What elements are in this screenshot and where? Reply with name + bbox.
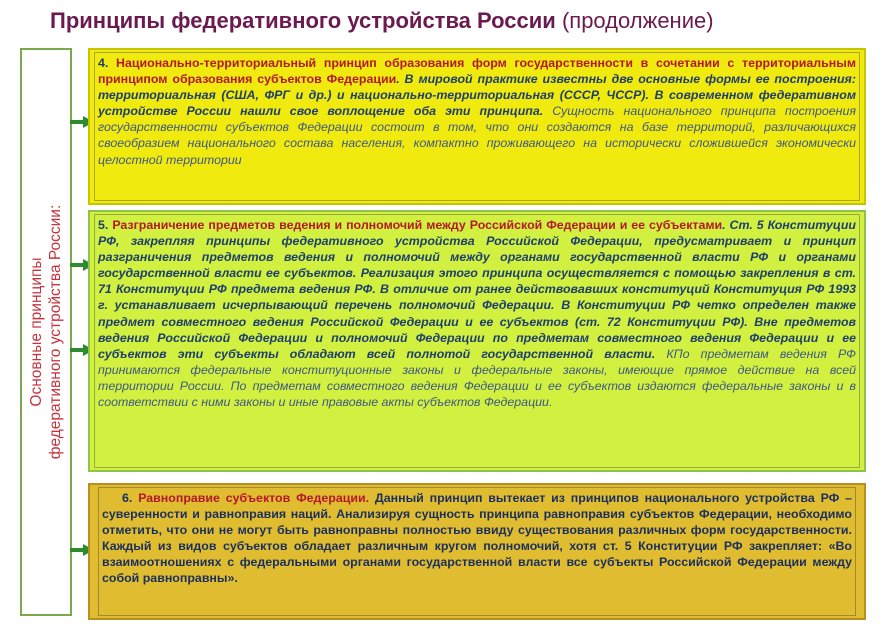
principle-4-text: Сущность национального принципа построения государственности субъектов Федерации состоит в том, что они создаются на базе территорий, различающихся своеобразием национального состава населения, компактно проживающего на исторически сложившейся экономически целостной территории bbox=[98, 104, 856, 167]
principle-5-box bbox=[88, 210, 866, 472]
principle-5-text: КПо предметам ведения РФ принимаются федеральные конституционные законы и федеральные законы, имеющие прямое действие на всей территории России. По предметам совместного ведения Федерации и ее субъектов издаются федеральные законы и в соответствии с ними законы и иные правовые акты субъектов Федерации. bbox=[98, 346, 856, 410]
principle-5-number: 5. bbox=[98, 218, 109, 232]
side-label-line1: Основные принципы bbox=[28, 257, 45, 407]
principle-6-bold-text: Данный принцип вытекает из принципов национального устройства РФ – суверенности и равноправия наций. Анализируя сущность принципа равноправия субъектов Федерации, необходимо отметить, что они не могут быть равноправны полностью ввиду существования различных форм государственности. Каждый из видов субъектов обладает различным кругом полномочий, хотя ст. 5 Конституции РФ закрепляет: «Во взаимоотношениях с федеральными органами государственной власти все субъекты Российской Федерации между собой равноправны». bbox=[102, 491, 852, 586]
principle-4-heading: Национально-территориальный принцип образования форм государственности в сочетании с территориальным принципом образования субъектов Федерации bbox=[98, 56, 856, 87]
title-sub: (продолжение) bbox=[561, 8, 714, 33]
principle-5-bold-text: . Ст. 5 Конституции РФ, закрепляя принципы федеративного устройства Российской Федерации, предусматривает и принцип разграничения предметов ведения и полномочий между органами государственной власти РФ и органами государственной власти ее субъектов. Реализация этого принципа осуществляется с помощью закрепления в ст. 71 Конституции РФ предмета ведения РФ. В отличие от ранее действовавших конституций Конституция РФ 1993 г. устанавливает исчерпывающий перечень полномочий Федерации. В Конституции РФ четко определен также предмет совместного ведения Российской Федерации и ее субъектов (ст. 72 Конституции РФ). Вне предметов ведения Российской Федерации и полномочий Федерации по предметам совместного ведения Федерации и ее субъектов эти субъекты обладают всей полнотой государственной власти. bbox=[98, 218, 856, 361]
side-label-line2: федеративного устройства России: bbox=[47, 204, 64, 460]
principle-4-number: 4. bbox=[98, 56, 109, 70]
principle-6-box bbox=[88, 483, 866, 620]
principle-4-bold-text: . В мировой практике известны две основные формы ее построения: территориальная (США, ФРГ и др.) и национально-территориальная (СССР, ЧССР). В современном федеративном устройстве России нашли свое воплощение оба эти принципа. bbox=[98, 72, 856, 119]
principle-6-number: 6. bbox=[122, 491, 133, 505]
principle-6-heading: Равноправие субъектов Федерации. bbox=[138, 491, 370, 505]
side-panel bbox=[20, 48, 72, 616]
principle-4-box bbox=[88, 48, 866, 205]
side-label bbox=[27, 72, 65, 592]
principle-5-heading: Разграничение предметов ведения и полномочий между Российской Федерации и ее субъектами bbox=[112, 218, 723, 232]
title-main: Принципы федеративного устройства России bbox=[50, 8, 556, 33]
page-title bbox=[50, 8, 870, 34]
